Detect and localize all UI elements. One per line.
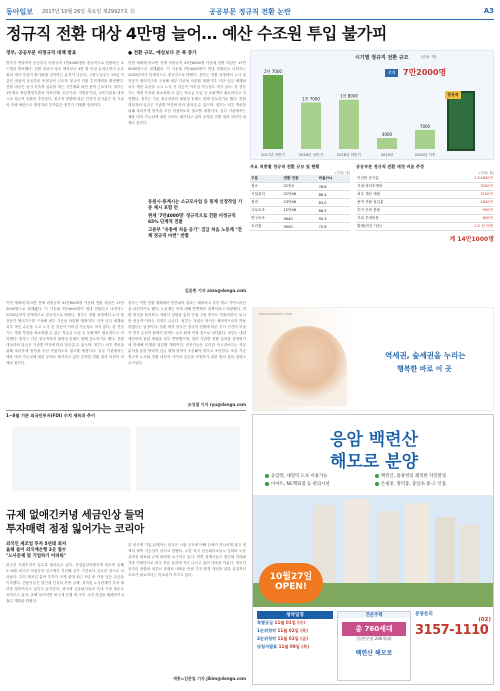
fdi-chart-svg: [6, 419, 246, 499]
table1-title: 주요 직종별 정규직 전환 규모 및 현황: [250, 164, 320, 169]
feature-item: 백련산, 불광천의 쾌적한 자연환경: [375, 473, 485, 481]
conversion-graphic: [250, 50, 494, 160]
table2-title: 공공부문 정규직 전환 재정 비용 추정: [356, 164, 424, 169]
bar-category-label: 2020년 이후: [414, 153, 436, 157]
ad2-title2: 해모로 분양: [329, 452, 419, 472]
bar-value-label: 4000: [381, 132, 393, 138]
bar-category-label: 2017년 하반기: [260, 153, 286, 157]
article3-body-left: 외국인 직접투자가 갈수록 줄어들고 있다. 산업통상자원부에 따르면 올해 1~8월 외국인 직접투자 신고액은 지난해 같은 기간보다 감소한 것으로 나타났다. 특히 제조업 분야 투자가 크게 줄며 최근 5년 중 가장 낮은 수준을 기록했다. 전문가들은 법인세 인상과 각종 규제, 경직된 노사관계가 투자 매력을 떨어뜨리고 있다고 분석한다. 외국계 금융회사들의 국내 시장 철수도 잇따르고 있다. 올해 들어서만 외국계 은행 세 곳이 국내 지점을 폐쇄하거나 철수 계획을 밝혔다.: [6, 563, 124, 603]
table-cell: 청소: [250, 183, 283, 191]
table-row: [250, 191, 350, 199]
bar-value-label: 2만 7000: [264, 69, 282, 74]
schedule-row: 1순위청약 11월 02일 (목): [257, 628, 308, 633]
open-badge: [259, 563, 323, 603]
table-cell: 기타 부대비용: [356, 215, 436, 223]
table1-header: 비율(%): [318, 175, 350, 183]
table-cell: 90.3: [318, 215, 350, 223]
article2-subhead: 동원시·통계시는 소규모사업 등 통계 선정작업 기준 제시 포함 안: [148, 200, 243, 211]
feature-item: 이마트, NC백화점 등 편의시설: [265, 481, 375, 489]
bar-4: [415, 130, 435, 149]
table-row: [356, 191, 494, 199]
table2-total: [356, 234, 494, 243]
graphic-title: 시기별 정규직 전환 규모: [355, 55, 409, 61]
article2-subhead3: 고용부 "유통에 처음 공기" 검급 처음 노동계 "전체 정규직 마련" 반발: [148, 228, 242, 239]
main-headline: 정규직 전환 대상 4만명 늘어… 예산 수조원 투입 불가피: [6, 24, 387, 43]
mother-child-photo: [267, 326, 347, 406]
table-cell: 86.4: [318, 191, 350, 199]
feature-item: 응암역, 새절역 도보 이용가능: [265, 473, 375, 481]
article1-subhead: 정부, 공공부문 비정규직 대책 발표: [6, 51, 77, 56]
table-row: [250, 183, 350, 191]
table-cell: 연구보조: [250, 215, 283, 223]
bar-category-label: 2019년: [380, 153, 394, 157]
bar-3: [377, 138, 397, 149]
article1-col1: [6, 50, 124, 295]
bar-2: [339, 100, 359, 149]
article1-body2: 이번 계획에 따르면 전체 비정규직 31만6000명 가운데 전환 대상은 17만5000명으로 집계됐다. 이 가운데 7만4000명이 연내 전환되고 나머지는 2020년까지 단계적으로 정규직으로 바뀐다. 정부는 전환 과정에서 노사 및 전문가 협의기구를 구성해 세부 기준을 마련할 계획이다. 다만 임금 체계와 처우 개선 수준을 두고 노사 간 갈등이 이어질 가능성도 적지 않다. 한 전문가는 재정 부담을 최소화할 수 있는 직무급 도입 등 보완책이 필요하다고 지적했다. 정부는 기존 정규직과의 형평성 문제도 함께 검토하기로 했다. 전환 대상자의 임금은 기관별 여건에 따라 달라질 수 있으며, 정부는 처우 개선을 위해 복리후생 항목을 우선 적용하도록 권고할 예정이다. 일부 기관에서는 채용 비리 가능성에 대한 우려도 제기되고 있어 공정한 전환 절차 마련이 과제로 꼽힌다.: [128, 61, 246, 125]
ad1-url[interactable]: www.hwashin.com: [259, 312, 293, 316]
article1-byline: 김윤종 기자 zozo@donga.com: [184, 288, 246, 293]
table1-header: 구분: [250, 175, 283, 183]
table-cell: 조리원: [250, 223, 283, 231]
table-row: [250, 223, 350, 231]
table-cell: 900억: [436, 207, 494, 215]
table-cell: 경비: [250, 199, 283, 207]
table-cell: 1조4800억: [436, 175, 494, 183]
table-row: [356, 223, 494, 231]
table-cell: 사무보조: [250, 207, 283, 215]
schedule-box: [257, 611, 333, 681]
ad-hwashin[interactable]: [252, 307, 494, 411]
table-cell: 12만48: [283, 207, 318, 215]
table-cell: 78.8: [318, 183, 350, 191]
bullet-icon: [375, 482, 379, 486]
table-cell: 22만3: [283, 183, 318, 191]
article3-subhead2: 올해 들어 외국계은행 3곳 철수: [6, 548, 67, 553]
masthead: [6, 6, 494, 20]
schedule-row: 특별공급 11월 01일 (수): [257, 620, 306, 625]
door-sign: 정규직: [447, 92, 459, 97]
unit-count-sub: (일반분양 286세대): [356, 636, 392, 641]
table-cell: 9840: [283, 215, 318, 223]
model-house-label: 견본주택: [338, 612, 410, 618]
table-row: [356, 207, 494, 215]
issue-date: 2017년 10월 26일 목요일 제29927호 ㊐: [42, 9, 135, 15]
article3-col1: [6, 542, 124, 685]
cost-table: [356, 164, 494, 304]
bullet-icon: [375, 474, 379, 478]
table-row: [356, 215, 494, 223]
article1-body1-cont: 이번 계획에 따르면 전체 비정규직 31만6000명 가운데 전환 대상은 17만5000명으로 집계됐다. 이 가운데 7만4000명이 연내 전환되고 나머지는 2020년까지 단계적으로 정규직으로 바뀐다. 정부는 전환 과정에서 노사 및 전문가 협의기구를 구성해 세부 기준을 마련할 계획이다. 다만 임금 체계와 처우 개선 수준을 두고 노사 간 갈등이 이어질 가능성도 적지 않다. 한 전문가는 재정 부담을 최소화할 수 있는 직무급 도입 등 보완책이 필요하다고 지적했다. 정부는 기존 정규직과의 형평성 문제도 함께 검토하기로 했다. 전환 대상자의 임금은 기관별 여건에 따라 달라질 수 있으며, 정부는 처우 개선을 위해 복리후생 항목을 우선 적용하도록 권고할 예정이다. 일부 기관에서는 채용 비리 가능성에 대한 우려도 제기되고 있어 공정한 전환 절차 마련이 과제로 꼽힌다.: [6, 301, 124, 365]
phone-area: (02): [478, 617, 491, 623]
table-cell: 66.5: [318, 207, 350, 215]
schedule-title: 청약일정: [257, 611, 333, 619]
ad1-line2: 행복한 바로 이 곳: [397, 365, 452, 373]
table2-unit: (단위: 원): [479, 171, 494, 175]
phone-number[interactable]: 3157-1110: [415, 623, 489, 638]
article3-body-right: 한 외국계 기업 관계자는 한국은 시장 규모에 비해 규제가 지나치게 많고 정책의 예측 가능성이 낮다고 말했다. 주한 외국 상공회의소들도 잇따라 노동 유연성 확보와 규제 완화를 요구하고 있다. 반면 경쟁국들은 법인세 인하와 각종 인센티브로 외국 자본 유치에 적극 나서고 있어 대조를 이룬다. 정부가 일자리 창출을 최우선 과제로 내세운 만큼 투자 환경 개선을 위한 실질적인 조치가 필요하다는 목소리가 커지고 있다.: [128, 543, 246, 577]
model-house-box: [337, 611, 411, 681]
brand-logo: 백련산 해모로: [355, 650, 393, 657]
unit-count: 총 760세대: [342, 622, 406, 636]
graphic-unit: (단위: 명): [421, 55, 437, 59]
door-illustration: [447, 91, 475, 151]
article3-subhead3: "노사문제 및 기업하기 어려워": [6, 554, 67, 559]
ad2-title1: 응암 백련산: [329, 430, 419, 450]
table1-header: 전환 인원: [283, 175, 318, 183]
table-row: [250, 215, 350, 223]
article1-col1-cont: [6, 300, 124, 404]
table-cell: 22만48: [283, 191, 318, 199]
newspaper-logo: 동아일보: [6, 8, 34, 16]
chart-plot-bg: [12, 427, 130, 491]
article3-byline: 세종=김준일 기자 jikim@donga.com: [173, 676, 246, 681]
bar-value-label: 1만 8000: [340, 93, 358, 99]
table1: [250, 175, 350, 231]
table-row: [356, 199, 494, 207]
table-row: [250, 199, 350, 207]
table-cell: 600억: [436, 215, 494, 223]
table-cell: 83.0: [318, 199, 350, 207]
page-number: A3: [483, 7, 494, 15]
open-text: OPEN!: [274, 582, 308, 592]
article3-headline2: 투자매력 점점 잃어가는 코리아: [6, 523, 145, 535]
chart-plot-bg: [136, 427, 240, 491]
schedule-row: 당첨자발표 11월 09일 (목): [257, 644, 310, 649]
graphic-total-value: 7만2000명: [403, 68, 447, 77]
bar-0: [263, 75, 283, 149]
ad1-line1: 역세권, 숲세권을 누리는: [385, 351, 466, 360]
contact-box[interactable]: [415, 611, 491, 681]
table-cell: -1800억: [436, 199, 494, 207]
graphic-total-label: 총계: [385, 69, 398, 77]
feature-item: 은평중, 명덕중, 충암초·중·고 인접: [375, 481, 485, 489]
article3-headline: [6, 508, 246, 536]
table-cell: 9000: [283, 223, 318, 231]
table-cell: 2조 원 안팎: [436, 223, 494, 231]
table-cell: 23만48: [283, 199, 318, 207]
table2: [356, 175, 494, 231]
article3-headline1: 규제 없애긴커녕 세금인상 들먹: [6, 509, 145, 521]
table2-total-value: 14만1000명: [457, 236, 494, 243]
bar-category-label: 2018년 하반기: [336, 153, 362, 157]
table-row: [356, 175, 494, 183]
bar-1: [301, 102, 321, 149]
job-table: [250, 164, 350, 304]
ad2-features: [265, 473, 485, 489]
bar-value-label: 1만 7000: [302, 96, 320, 102]
table2-total-label: 계: [449, 236, 456, 243]
article2-byline: 유성열 기자 ryu@donga.com: [187, 402, 246, 407]
article3-subhead: 외국인 제조업 투자 5년래 최저: [6, 542, 67, 547]
table1-unit: (단위: 명): [335, 171, 350, 175]
article1-sub2: ● 전환 규모, 예상보다 큰 폭 증가: [128, 51, 197, 56]
table-cell: 3200억: [436, 183, 494, 191]
ad-haemoro[interactable]: [252, 414, 494, 685]
article2: [148, 200, 246, 305]
table-cell: 인건비 증가분: [356, 175, 436, 183]
table-cell: 식대·복리후생비: [356, 183, 436, 191]
bar-value-label: 7000: [419, 123, 431, 129]
table-row: [250, 207, 350, 215]
article2-body: 정부는 이번 전환 계획에서 민간위탁 업무는 제외하고 추후 별도 가이드라인을 마련하기로 했다. 노동계는 이에 대해 반쪽짜리 대책이라고 비판했다. 전환 방식을 둘러싸고 자회사 설립을 통한 간접 고용 방식도 허용되면서 '무늬만 정규직'이라는 지적도 나온다. 정부는 자회사 방식은 예외적으로만 허용하겠다는 입장이다. 한편 재정 당국은 정규직 전환에 따른 추가 인건비 부담이 연간 수천억 원에서 많게는 수조 원에 이를 것으로 내다봤다. 정부는 내년 예산안에 관련 재원을 일부 반영했으며, 향후 기관별 전환 실적을 경영평가에 반영해 이행을 점검할 계획이다. 전문가들은 무리한 속도전보다는 직무 분석을 통한 합리적 임금 체계 정착이 우선돼야 한다고 조언한다. 또한 기존 정규직 노조와 전환 대상자 사이의 갈등을 조정하기 위한 협의 절차 강화도 요구된다.: [128, 301, 246, 365]
fdi-chart-title: 1~8월 기준 외국인투자(FDI) 수치 제목과 추이: [6, 413, 96, 418]
bullet-icon: [265, 482, 269, 486]
article1-body1: 정부가 연말까지 공공부문 비정규직 7만4000명을 정규직으로 전환하는 로드맵을 발표했다. 전환 대상이 당초 예상보다 4만 명 이상 늘어나면서 수조 원의 예산 투입이 불가피할 것이라는 분석이 나온다. 고용노동부는 25일 이 같은 내용의 공공부문 비정규직 근로자 정규직 전환 추진계획을 확정했다. 전환 대상은 상시 지속적 업무를 하는 기간제와 파견 용역 근로자다. 정부는 1단계로 중앙행정기관과 자치단체, 공공기관, 지방공기업, 교육기관을 대상으로 정규직 전환을 추진한다. 정규직 전환에 따른 인건비 증가분은 각 기관의 자체 예산으로 충당하되 부족분은 정부가 지원할 방침이다.: [6, 61, 124, 107]
table-cell: 추가 인력 충원: [356, 207, 436, 215]
table-cell: 합계(연간 기준): [356, 223, 436, 231]
table-cell: 2100억: [436, 191, 494, 199]
table-cell: 72.6: [318, 223, 350, 231]
table-cell: 시설관리: [250, 191, 283, 199]
section-title: 공공부문 정규직 전환 논란: [209, 8, 291, 16]
table-cell: 처우 개선 재원: [356, 191, 436, 199]
bar-category-label: 2018년 상반기: [298, 153, 324, 157]
article2-subhead2: 현재 '7만4000명' 정규직으로 전환 비정규직 65% 단계적 전환: [148, 214, 236, 225]
open-date: 10월27일: [269, 572, 313, 582]
fdi-chart: [6, 410, 246, 502]
bullet-icon: [265, 474, 269, 478]
table-row: [356, 183, 494, 191]
article2-body-col: [128, 300, 246, 410]
phone-label: 분양문의: [415, 612, 433, 617]
schedule-row: 2순위청약 11월 03일 (금): [257, 636, 308, 641]
schedule-list: [257, 619, 333, 651]
article3-col2: [128, 542, 246, 685]
table-cell: 용역 전환 절감분: [356, 199, 436, 207]
